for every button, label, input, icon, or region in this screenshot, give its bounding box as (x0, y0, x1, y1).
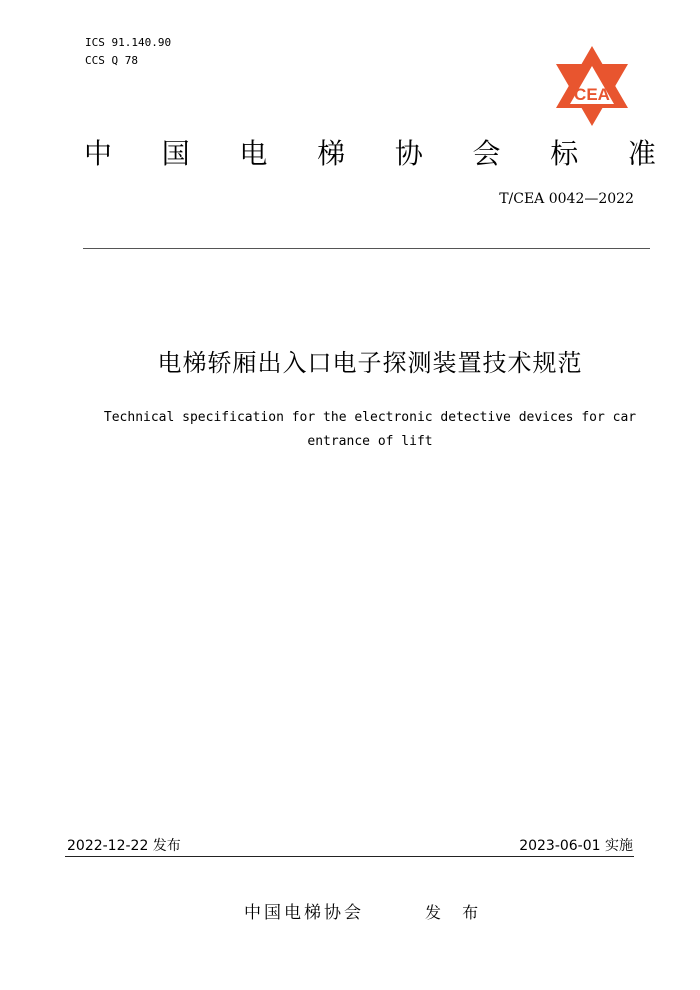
org-title-char: 准 (627, 137, 656, 170)
document-title-en (90, 406, 650, 454)
issue-date: 2022-12-22 发布 (67, 838, 181, 854)
standard-number: T/CEA 0042—2022 (499, 191, 634, 207)
logo-text: CEA (574, 85, 610, 104)
org-title-char: 电 (239, 137, 268, 170)
org-title-char: 国 (161, 137, 190, 170)
org-title-char: 协 (394, 137, 423, 170)
org-title-char: 会 (472, 137, 501, 170)
cea-star-logo-icon (552, 44, 632, 128)
ccs-code: CCS Q 78 (85, 54, 138, 67)
org-title-char: 梯 (317, 137, 346, 170)
header-divider (83, 248, 650, 249)
publish-label: 发 布 (425, 903, 487, 922)
document-title-cn: 电梯轿厢出入口电子探测装置技术规范 (157, 349, 583, 377)
org-title-char: 中 (84, 137, 113, 170)
title-en-line: Technical specification for the electronic detective devices for car (103, 410, 637, 425)
org-title-char: 标 (550, 137, 579, 170)
implementation-date: 2023-06-01 实施 (519, 838, 633, 854)
footer-divider (65, 856, 634, 857)
publisher-name: 中国电梯协会 (244, 903, 364, 923)
org-standard-title (84, 136, 656, 172)
title-en-line: entrance of lift (307, 434, 433, 449)
ics-code: ICS 91.140.90 (85, 36, 172, 49)
